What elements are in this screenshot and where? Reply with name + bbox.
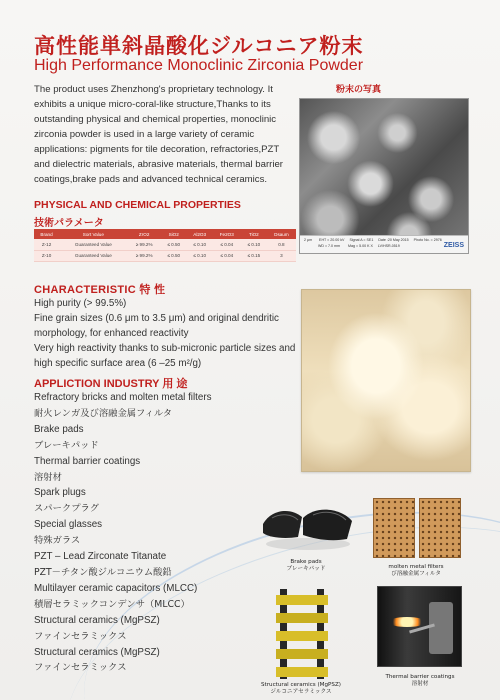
table-header-brand: Brand	[34, 229, 59, 239]
ceramics-caption	[261, 682, 341, 696]
application-item-jp: 特殊ガラス	[34, 535, 81, 547]
physical-properties-heading: PHYSICAL AND CHEMICAL PROPERTIES	[34, 199, 241, 211]
table-cell: Guaranteed Value	[59, 239, 128, 250]
characteristic-item: High purity (> 99.5%)	[34, 298, 127, 309]
application-item-en: Brake pads	[34, 423, 84, 435]
technical-parameters-heading: 技術パラメータ	[34, 218, 104, 229]
properties-table	[34, 229, 296, 262]
table-header-sio2: SiO2	[161, 229, 187, 239]
application-item-jp: 溶射材	[34, 471, 62, 483]
japanese-title: 高性能単斜晶酸化ジルコニア粉末	[34, 34, 364, 58]
table-header-tio2: TiO2	[241, 229, 267, 239]
application-item-en: Thermal barrier coatings	[34, 455, 141, 467]
characteristic-item: Very high reactivity thanks to sub-micronic particle sizes and high specific surface area (6 –25 m²/g)	[34, 343, 296, 369]
ceramic-chain-link	[276, 667, 328, 677]
table-cell: ≤ 0.50	[161, 239, 187, 250]
table-cell: ≤ 0.04	[213, 250, 241, 261]
application-item-en: Multilayer ceramic capacitors (MLCC)	[34, 582, 198, 594]
application-item-en: PZT – Lead Zirconate Titanate	[34, 551, 167, 563]
table-cell: ≤ 0.10	[241, 239, 267, 250]
application-item-en: Special glasses	[34, 519, 103, 531]
application-item-jp: PZT－チタン酸ジルコニウム酸鉛	[34, 566, 172, 578]
brake-pads-caption	[276, 559, 336, 573]
sem-info-bar: 2 μm EHT = 20.00 kV Signal A = SE1 Date :20 May 2015 Photo No. = 2976 WD = 7.0 mm Mag = 5.00 K X LV/HSR-0519	[300, 235, 468, 253]
filter-tile	[373, 498, 415, 558]
application-list	[34, 390, 284, 676]
brake-pads-caption-en: Brake pads	[290, 559, 322, 565]
filter-tile	[419, 498, 461, 558]
brake-pads-caption-jp: ブレーキパッド	[286, 566, 326, 572]
characteristic-list	[34, 296, 304, 371]
application-item-en: Refractory bricks and molten metal filters	[34, 392, 212, 403]
properties-table-header-row	[34, 229, 296, 239]
molten-metal-filters-image	[371, 495, 462, 564]
ceramic-chain-link	[276, 613, 328, 623]
zirconia-powder-photo	[301, 289, 471, 472]
product-introduction: The product uses Zhenzhong's proprietary technology. It exhibits a unique micro-coral-like structure,Thanks to its outstanding physical and chemical properties, monoclinic zirconia powder is used in a large variety of ceramic applications: pigments for tile decoration, refractories,PZT and dielectric materials, abrasive materials, thermal barrier coatings,brake pads and advanced technical ceramics.	[34, 84, 283, 185]
characteristic-heading: CHARACTERISTIC 特 性	[34, 284, 166, 296]
application-item-jp: ファインセラミックス	[34, 630, 127, 642]
table-header-al2o3: Al2O3	[187, 229, 213, 239]
table-header-zro2: ZrO2	[128, 229, 161, 239]
filters-caption-en: molten metal filters	[388, 564, 444, 570]
brake-pad-right	[303, 510, 352, 541]
powder-photo-caption: 粉末の写真	[336, 85, 382, 95]
application-heading: APPLICTION INDUSTRY 用 途	[34, 378, 188, 390]
zeiss-logo: ZEISS	[443, 242, 464, 249]
application-item-en: Structural ceramics (MgPSZ)	[34, 614, 160, 626]
application-item-jp: 積層セラミックコンデンサ（MLCC）	[34, 598, 190, 610]
table-cell: ≤ 0.10	[187, 250, 213, 261]
table-cell: ≥ 99.2%	[128, 250, 161, 261]
flame-shape	[388, 617, 426, 627]
table-row	[34, 250, 296, 261]
application-item-jp: スパークプラグ	[34, 503, 100, 515]
table-cell: Guaranteed Value	[59, 250, 128, 261]
table-header-sort-value: Sort Value	[59, 229, 128, 239]
table-cell: ≥ 99.2%	[128, 239, 161, 250]
english-title: High Performance Monoclinic Zirconia Powder	[34, 57, 364, 74]
table-header-dsaum: Dsaum	[267, 229, 296, 239]
spray-gun-shape	[429, 602, 453, 654]
thermal-caption-en: Thermal barrier coatings	[385, 674, 455, 680]
application-item-en: Spark plugs	[34, 487, 86, 499]
thermal-caption-jp: 溶射材	[411, 681, 429, 687]
table-cell: ≤ 0.10	[187, 239, 213, 250]
thermal-caption	[371, 674, 469, 688]
ceramic-chain-link	[276, 631, 328, 641]
ceramics-caption-en: Structural ceramics (MgPSZ)	[261, 682, 341, 688]
application-item-en: Structural ceramics (MgPSZ)	[34, 646, 160, 658]
application-item-jp: ファインセラミックス	[34, 662, 127, 674]
table-cell: ≤ 0.15	[241, 250, 267, 261]
filters-caption	[366, 564, 466, 578]
ceramic-chain-link	[276, 595, 328, 605]
application-item-jp: ブレーキパッド	[34, 439, 99, 451]
table-row	[34, 239, 296, 250]
sem-microscope-image	[299, 98, 469, 254]
ceramics-caption-jp: ジルコニアセラミックス	[270, 689, 332, 695]
brake-pads-image	[258, 500, 356, 556]
filters-caption-jp: び溶融金属フィルタ	[391, 571, 441, 577]
table-cell: Z-10	[34, 250, 59, 261]
table-header-fe2o3: Fe2O3	[213, 229, 241, 239]
table-cell: Z-12	[34, 239, 59, 250]
table-cell: ≤ 0.04	[213, 239, 241, 250]
structural-ceramics-image	[270, 585, 334, 683]
table-cell: 3	[267, 250, 296, 261]
table-cell: 0.8	[267, 239, 296, 250]
ceramic-chain-link	[276, 649, 328, 659]
characteristic-item: Fine grain sizes (0.6 μm to 3.5 μm) and original dendritic morphology, for enhanced reactivity	[34, 313, 279, 339]
table-cell: ≤ 0.50	[161, 250, 187, 261]
application-item-jp: 耐火レンガ及び溶融金属フィルタ	[34, 407, 173, 419]
thermal-barrier-coatings-image	[377, 586, 462, 667]
